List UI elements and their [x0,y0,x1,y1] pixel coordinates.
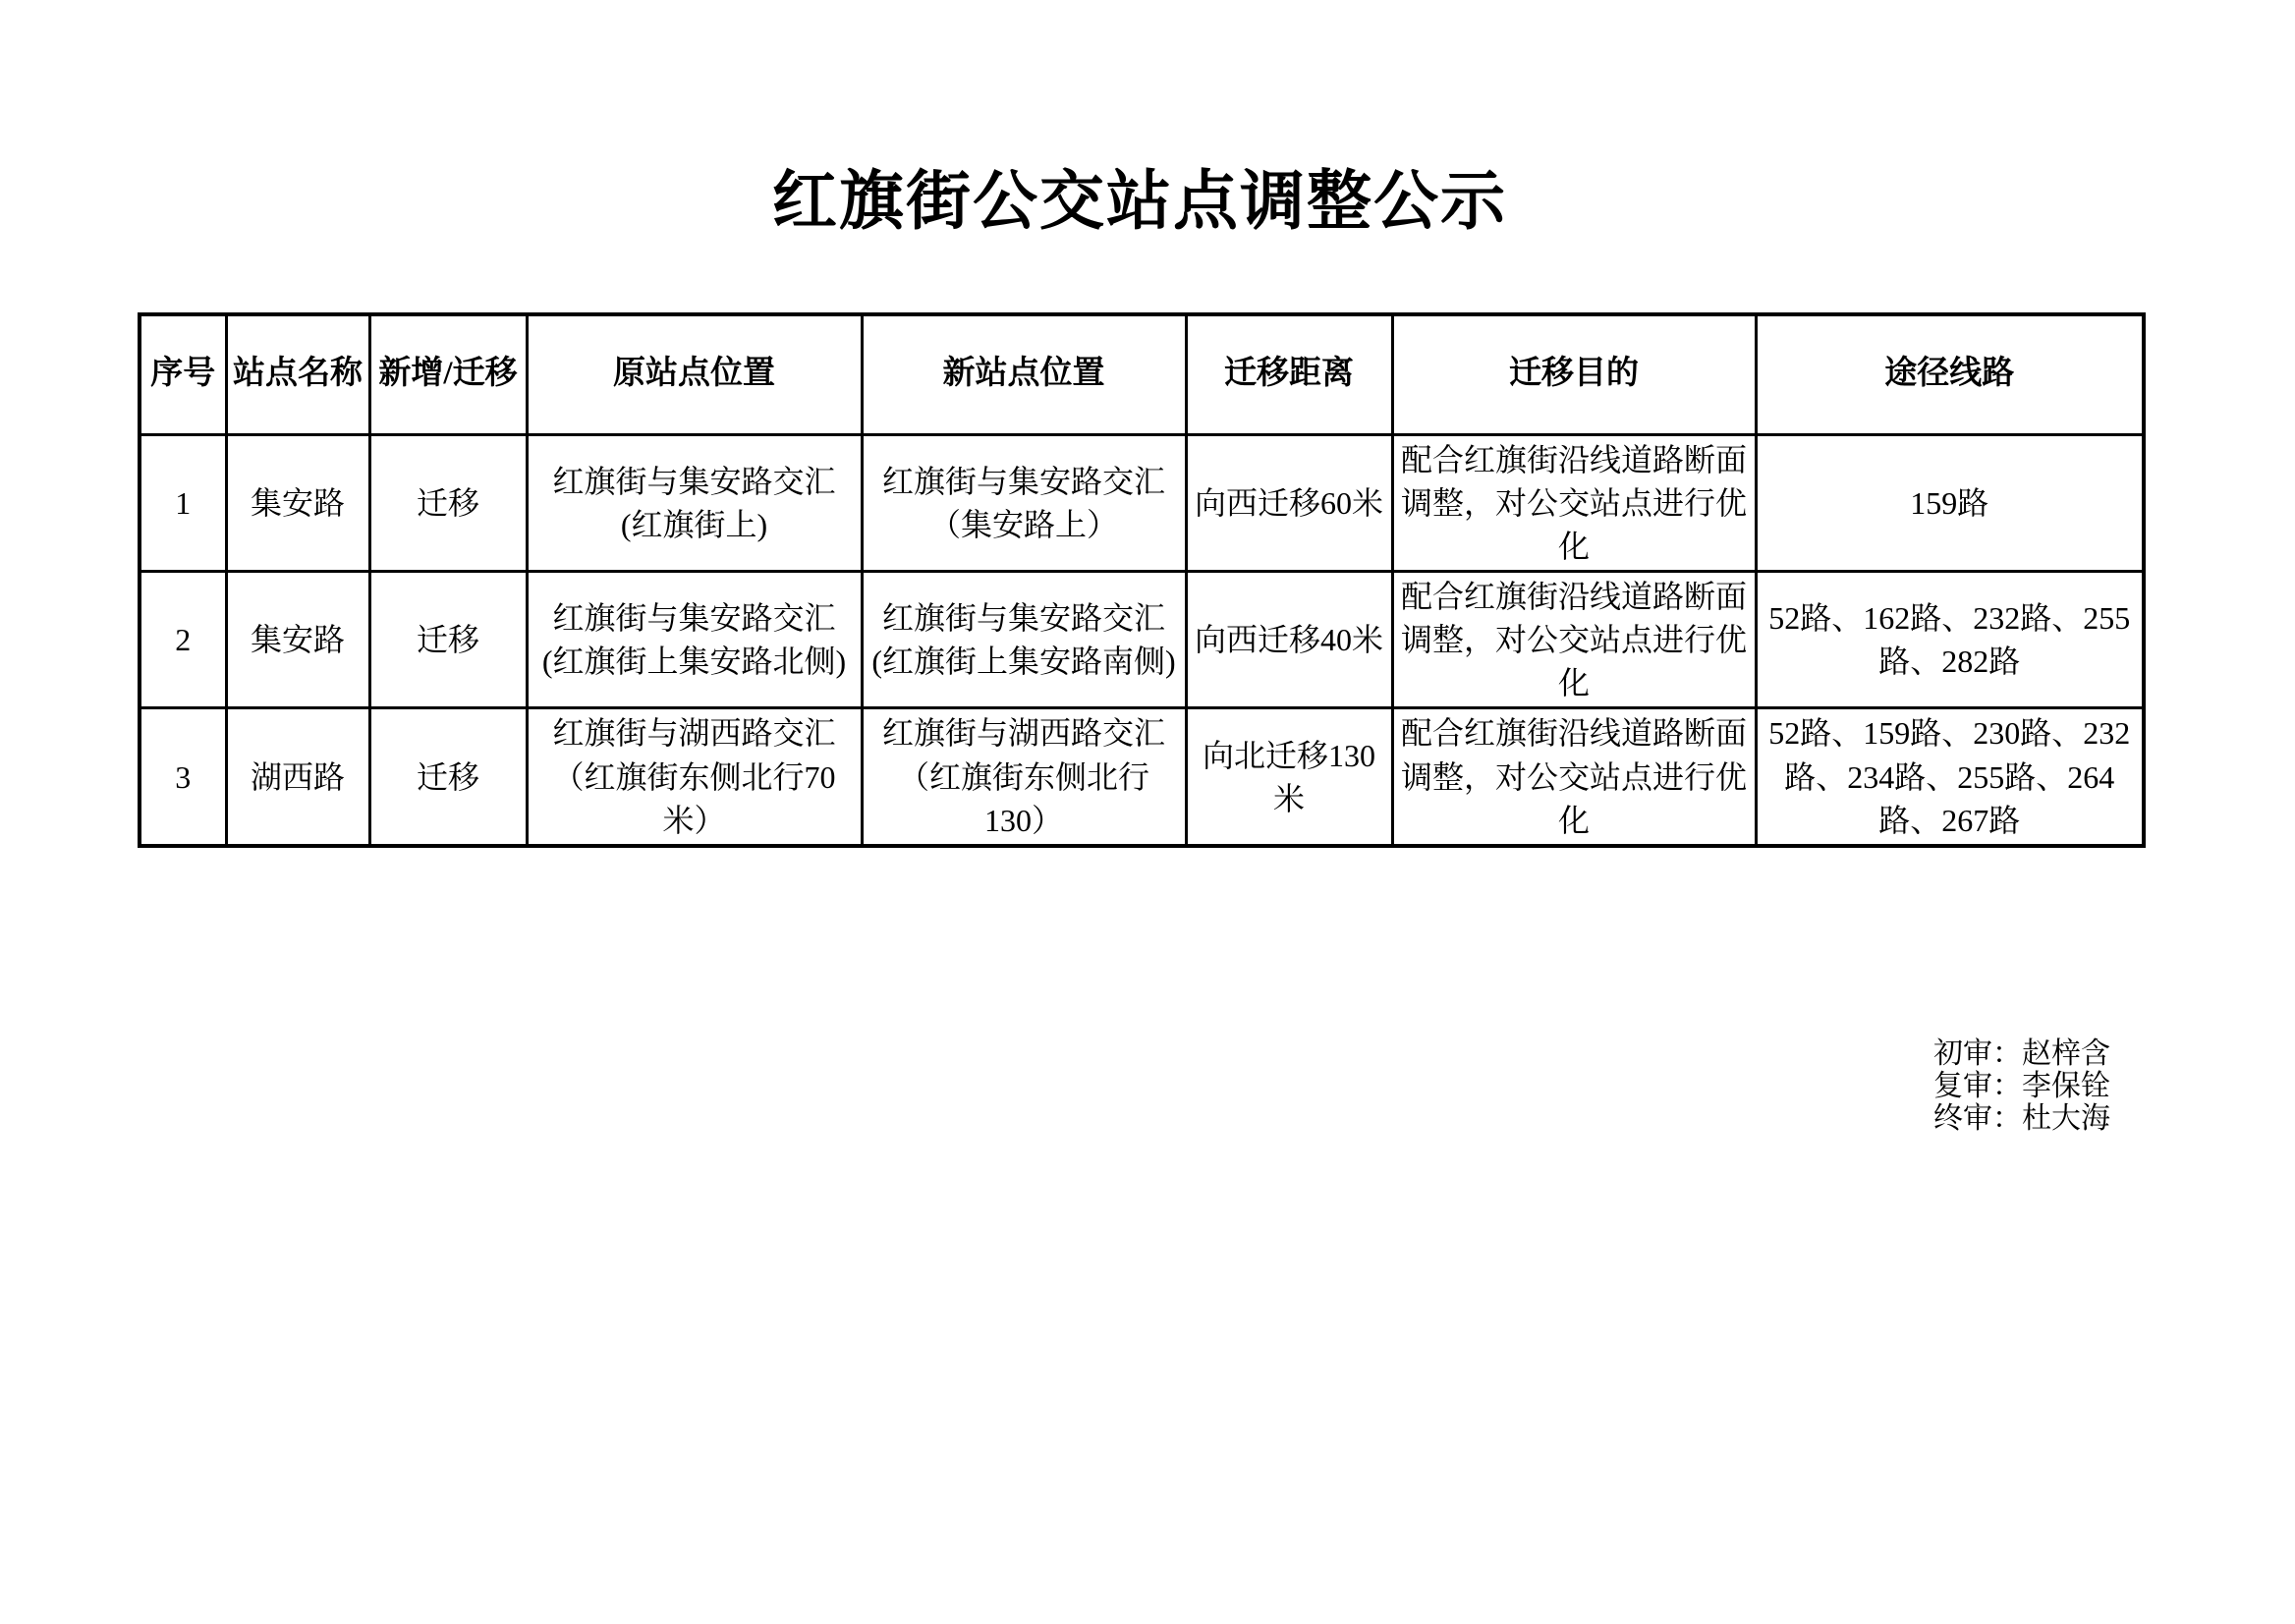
page-title: 红旗街公交站点调整公示 [772,164,1507,237]
table-cell-station_name: 集安路 [226,434,369,571]
header-cell-1: 站点名称 [226,314,369,434]
bus-stop-adjustment-table [138,312,2146,848]
signoff-line-second-review: 复审：李保铨 [1933,1070,2110,1102]
table-cell-new_location: 红旗街与集安路交汇（集安路上） [862,434,1186,571]
table-body [140,434,2144,846]
table-cell-original_location: 红旗街与集安路交汇(红旗街上集安路北侧) [527,571,862,707]
table-cell-routes: 159路 [1756,434,2144,571]
table-cell-move_purpose: 配合红旗街沿线道路断面调整，对公交站点进行优化 [1392,708,1756,846]
table-cell-seq: 3 [140,708,226,846]
table-cell-routes: 52路、162路、232路、255路、282路 [1756,571,2144,707]
table-cell-move_distance: 向北迁移130米 [1186,708,1392,846]
table-row [140,434,2144,571]
table-header-row [140,314,2144,434]
table-cell-routes: 52路、159路、230路、232路、234路、255路、264路、267路 [1756,708,2144,846]
signoff-line-first-review: 初审：赵梓含 [1933,1037,2110,1070]
header-cell-2: 新增/迁移 [369,314,527,434]
signoff-line-final-review: 终审：杜大海 [1933,1102,2110,1135]
table-cell-move_purpose: 配合红旗街沿线道路断面调整，对公交站点进行优化 [1392,571,1756,707]
header-cell-0: 序号 [140,314,226,434]
table-cell-change_type: 迁移 [369,571,527,707]
header-cell-4: 新站点位置 [862,314,1186,434]
table-cell-move_purpose: 配合红旗街沿线道路断面调整，对公交站点进行优化 [1392,434,1756,571]
table-cell-seq: 2 [140,571,226,707]
header-cell-3: 原站点位置 [527,314,862,434]
table-cell-seq: 1 [140,434,226,571]
reviewer-signoff-block [1933,1037,2110,1135]
table-cell-new_location: 红旗街与集安路交汇(红旗街上集安路南侧) [862,571,1186,707]
table-cell-move_distance: 向西迁移40米 [1186,571,1392,707]
table-cell-original_location: 红旗街与湖西路交汇（红旗街东侧北行70米） [527,708,862,846]
header-cell-6: 迁移目的 [1392,314,1756,434]
table-cell-move_distance: 向西迁移60米 [1186,434,1392,571]
table-cell-change_type: 迁移 [369,434,527,571]
header-cell-7: 途径线路 [1756,314,2144,434]
table-cell-new_location: 红旗街与湖西路交汇（红旗街东侧北行130） [862,708,1186,846]
table-cell-station_name: 集安路 [226,571,369,707]
table-cell-original_location: 红旗街与集安路交汇(红旗街上) [527,434,862,571]
table-cell-change_type: 迁移 [369,708,527,846]
table-cell-station_name: 湖西路 [226,708,369,846]
header-cell-5: 迁移距离 [1186,314,1392,434]
table-row [140,708,2144,846]
table-row [140,571,2144,707]
